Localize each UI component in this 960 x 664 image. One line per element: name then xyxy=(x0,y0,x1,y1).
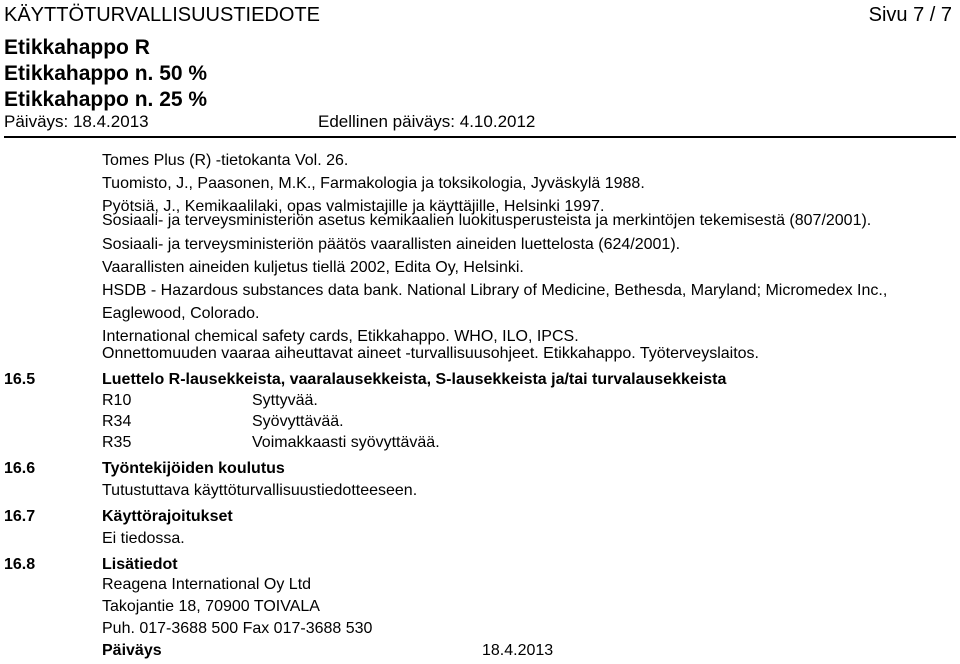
previous-date: Edellinen päiväys: 4.10.2012 xyxy=(318,112,536,131)
page-number: Sivu 7 / 7 xyxy=(868,4,952,26)
section-title: Lisätiedot xyxy=(102,556,178,573)
phrase-text: Syttyvää. xyxy=(252,392,318,409)
header-divider xyxy=(4,136,956,138)
phrase-code: R34 xyxy=(102,413,132,430)
section-title: Luettelo R-lausekkeista, vaaralausekkeista, S-lausekkeista ja/tai turvalausekkeista xyxy=(102,371,727,388)
section-number: 16.5 xyxy=(4,371,36,388)
reference-line: Vaarallisten aineiden kuljetus tiellä 2002, Edita Oy, Helsinki. xyxy=(102,259,524,276)
section-number: 16.7 xyxy=(4,508,36,525)
section-number: 16.6 xyxy=(4,460,36,477)
reference-line: Sosiaali- ja terveysministeriön asetus kemikaalien luokitusperusteista ja merkintöjen tekemisestä (807/2001). xyxy=(102,212,872,229)
reference-line: Tomes Plus (R) -tietokanta Vol. 26. xyxy=(102,152,349,169)
reference-line: Onnettomuuden vaaraa aiheuttavat aineet -turvallisuusohjeet. Etikkahappo. Työterveyslaitos. xyxy=(102,345,759,362)
section-title: Käyttörajoitukset xyxy=(102,508,233,525)
footer-date-label: Päiväys xyxy=(102,642,162,659)
contact-line: Takojantie 18, 70900 TOIVALA xyxy=(102,598,320,615)
document-title: KÄYTTÖTURVALLISUUSTIEDOTE xyxy=(4,4,320,26)
phrase-code: R35 xyxy=(102,434,132,451)
product-name: Etikkahappo n. 50 % xyxy=(4,62,208,85)
section-number: 16.8 xyxy=(4,556,36,573)
reference-line: Pyötsiä, J., Kemikaalilaki, opas valmistajille ja käyttäjille, Helsinki 1997. xyxy=(102,198,605,215)
phrase-text: Voimakkaasti syövyttävää. xyxy=(252,434,440,451)
contact-line: Puh. 017-3688 500 Fax 017-3688 530 xyxy=(102,620,373,637)
phrase-text: Syövyttävää. xyxy=(252,413,344,430)
phrase-code: R10 xyxy=(102,392,132,409)
reference-line: Tuomisto, J., Paasonen, M.K., Farmakologia ja toksikologia, Jyväskylä 1988. xyxy=(102,175,645,192)
section-text: Tutustuttava käyttöturvallisuustiedotteeseen. xyxy=(102,482,418,499)
issue-date: Päiväys: 18.4.2013 xyxy=(4,112,149,131)
reference-line: Eaglewood, Colorado. xyxy=(102,305,260,322)
product-name: Etikkahappo R xyxy=(4,36,150,59)
section-text: Ei tiedossa. xyxy=(102,530,185,547)
reference-line: Sosiaali- ja terveysministeriön päätös vaarallisten aineiden luettelosta (624/2001). xyxy=(102,236,681,253)
footer-date: 18.4.2013 xyxy=(482,642,554,659)
contact-line: Reagena International Oy Ltd xyxy=(102,576,312,593)
section-title: Työntekijöiden koulutus xyxy=(102,460,285,477)
reference-line: HSDB - Hazardous substances data bank. National Library of Medicine, Bethesda, Maryland; Micromedex Inc., xyxy=(102,282,888,299)
product-name: Etikkahappo n. 25 % xyxy=(4,88,208,111)
reference-line: International chemical safety cards, Etikkahappo. WHO, ILO, IPCS. xyxy=(102,328,579,345)
